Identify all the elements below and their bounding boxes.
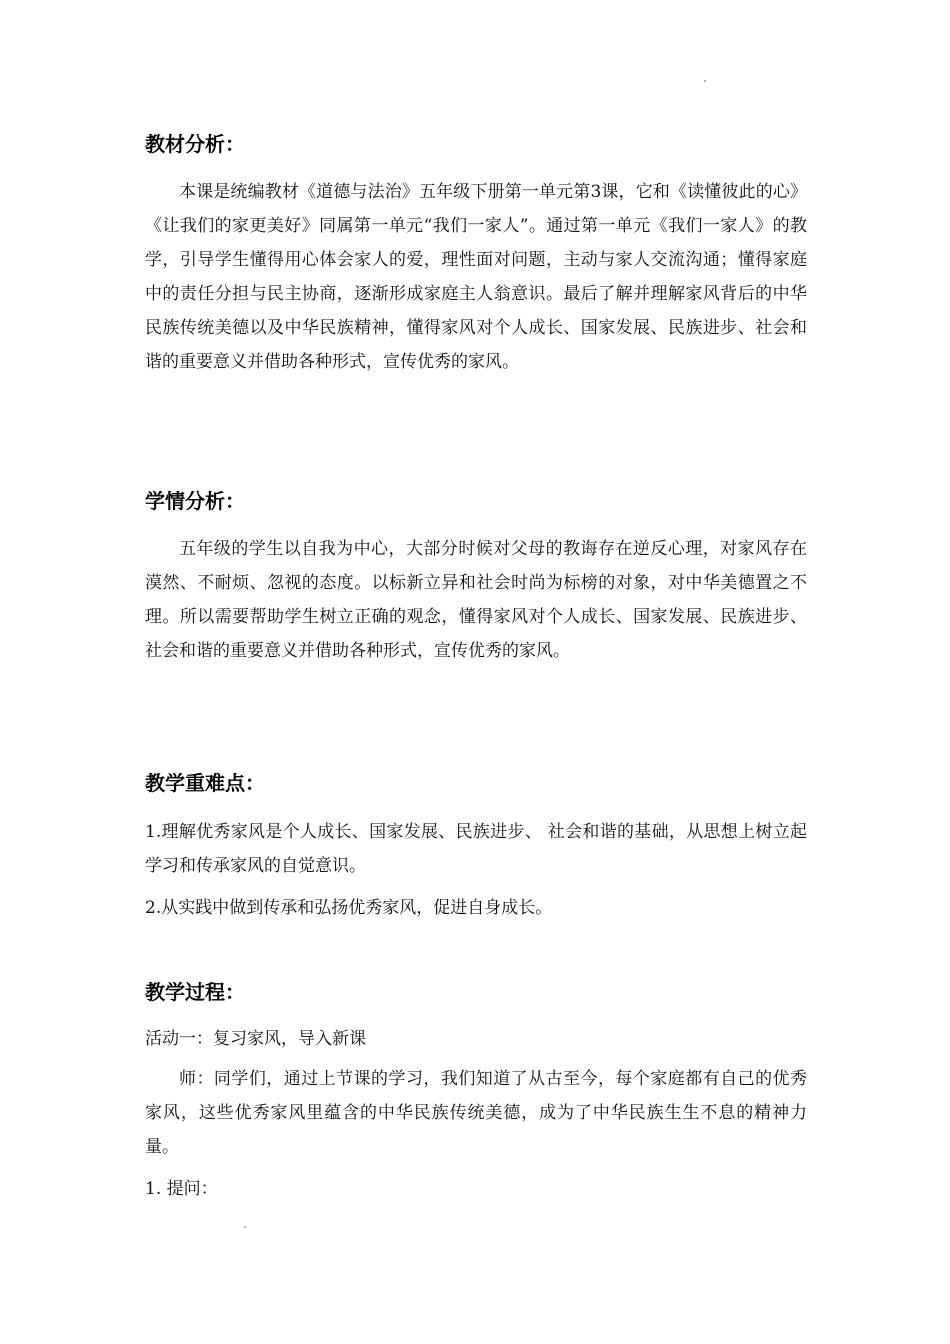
students-paragraph: 五年级的学生以自我为中心，大部分时候对父母的教诲存在逆反心理，对家风存在漠然、不耐烦、忽视的态度。以标新立异和社会时尚为标榜的对象，对中华美德置之不理。所以需要帮助学生树立正确的观念，懂得家风对个人成长、国家发展、民族进步、社会和谐的重要意义并借助各种形式，宣传优秀的家风。: [145, 539, 807, 661]
analysis-paragraph: 本课是统编教材《道德与法治》五年级下册第一单元第3课，它和《读懂彼此的心》《让我们的家更美好》同属第一单元“我们一家人”。通过第一单元《我们一家人》的教学，引导学生懂得用心体会家人的爱，理性面对问题，主动与家人交流沟通；懂得家庭中的责任分担与民主协商，逐渐形成家庭主人翁意识。最后了解并理解家风背后的中华民族传统美德以及中华民族精神，懂得家风对个人成长、国家发展、民族进步、社会和谐的重要意义并借助各种形式，宣传优秀的家风。: [145, 182, 807, 372]
key-points-heading: 教学重难点：: [145, 771, 265, 795]
question-item: 1. 提问：: [145, 1179, 218, 1199]
key-point-item-2: 2.从实践中做到传承和弘扬优秀家风，促进自身成长。: [145, 898, 553, 918]
teacher-paragraph: 师：同学们，通过上节课的学习，我们知道了从古至今，每个家庭都有自己的优秀家风，这些优秀家风里蕴含的中华民族传统美德，成为了中华民族生生不息的精神力量。: [145, 1069, 807, 1157]
students-heading: 学情分析：: [145, 489, 245, 513]
analysis-heading: 教材分析：: [145, 132, 245, 156]
process-heading: 教学过程：: [145, 980, 245, 1004]
corner-mark-top: [704, 80, 706, 82]
corner-mark-bottom: [244, 1226, 246, 1228]
key-point-item-1: 1.理解优秀家风是个人成长、国家发展、民族进步、 社会和谐的基础，从思想上树立起学习和传承家风的自觉意识。: [145, 822, 807, 876]
activity-title: 活动一：复习家风，导入新课: [145, 1029, 366, 1049]
